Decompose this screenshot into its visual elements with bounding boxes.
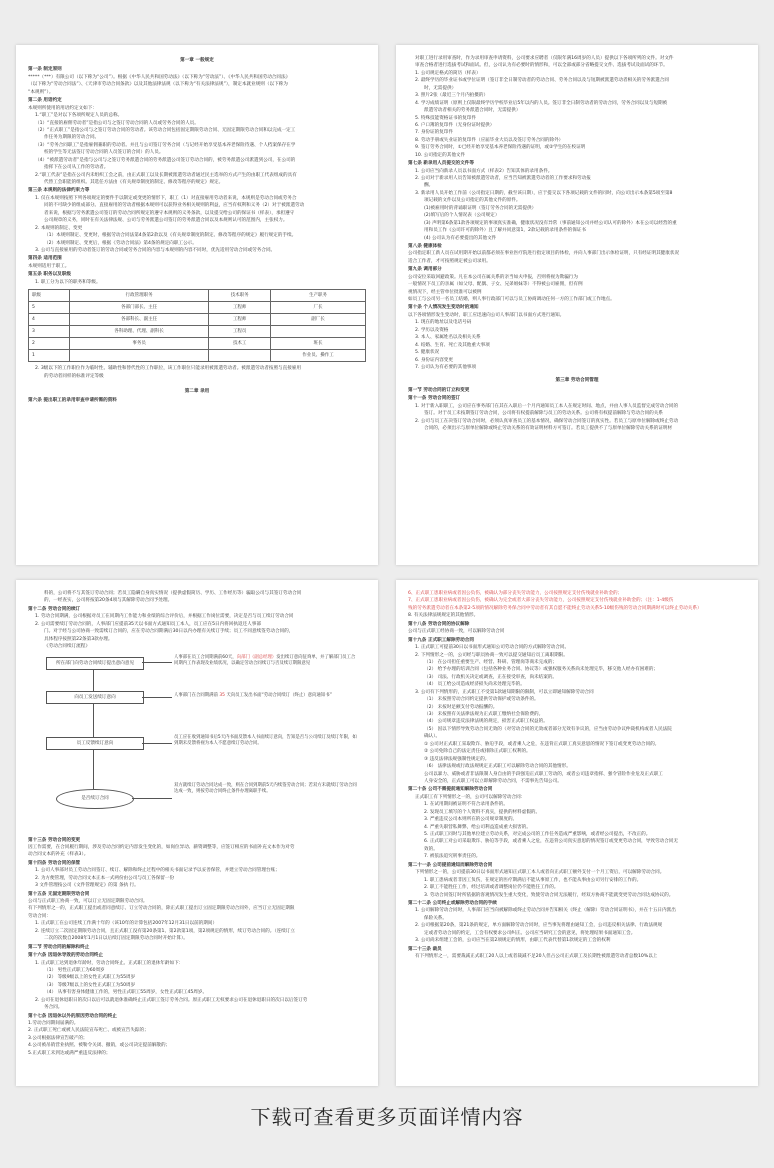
chapter-title: 第一章 一般规定	[180, 58, 214, 63]
section-heading: 第二十一条 公司提前通知而解除劳动合同	[408, 862, 493, 868]
paragraph-line: 公司与正式职工协商一致，可以订立无固定期限劳动合同。	[28, 899, 148, 904]
paragraph-line: 5. 正式职工同时与其他单位建立劳动关系，对完成公司的工作任务造成严重影响，或者经公司提出，不改正的。	[424, 832, 651, 837]
paragraph-line: 门。对于经与公司协商一致需续订合同的，应在劳动合同期满后30日以内办理有关续订手续；员工不同意续签劳动合同的，	[44, 629, 294, 635]
paragraph-line: 正式职工有下列情形之一的，公司可以解除劳动合同：	[415, 794, 526, 800]
paragraph-line: 1. 仅在本规则按照下列各项规定的要件手以制定或变更的情形下，职工（1）对直接雇用劳动者来说，本规则是劳动合同或劳务合	[35, 195, 297, 201]
section-heading: 第十七条 因退休以外的原因劳动合同的终止	[28, 1013, 117, 1019]
table-cell: 3	[29, 326, 70, 338]
page-text-block	[28, 837, 366, 1058]
paragraph-line: 3. 本人、家属姓名以及相关关系	[415, 335, 481, 341]
paragraph-line: （1）“直接的雇佣劳动者”是指公司与之签订劳动合同的人员或劳务合同的人员。	[35, 120, 199, 126]
section-heading: 第二十三条 裁员	[408, 946, 442, 952]
paragraph-line: （3） 等级7级以上的女性正式职工为50周岁	[44, 982, 136, 988]
table-row	[29, 338, 366, 350]
section-heading: 第三条 本规则的法律约束力等	[28, 188, 90, 194]
paragraph-line: 签订。对于员工未按期签订劳动合同，公司将有权提前解除与员工的劳动关系。公司将有权提前解除与劳动合同的关系	[424, 411, 663, 417]
paragraph-line: 公司指定职工新人员在试用期开始以前都必须在事业医疗院进行指定项目的体检，并向人事部门出示体检证明，只有经证明其健康状况	[408, 251, 680, 257]
flow-arrow	[93, 749, 94, 789]
table-cell: 技术职务	[209, 290, 271, 302]
paragraph-line: “本规则”）。	[28, 89, 54, 95]
table-cell: 事务员	[70, 338, 209, 350]
section-heading: 第十四条 劳动合同的保管	[28, 860, 81, 866]
paragraph-line: 1. 对于新入职职工，公司应在事务部门在其在入职后一个月内通知员工本人在规定时间、地点，并由人事人员监督完成劳动合同的	[415, 403, 679, 409]
paragraph-line: 1.“职工”是对以下各项所规定人员的总称。	[35, 113, 123, 119]
paragraph-line: 作任务为期限的劳动合同。	[44, 135, 100, 141]
paragraph-line: （4） 公司规章违反法律法规的规定，损害正式职工权益的。	[424, 719, 548, 725]
flow-connector	[142, 697, 172, 698]
table-row	[29, 302, 366, 314]
paragraph-line: 本规则所使用的用语约定文如下：	[28, 105, 97, 111]
paragraph-line: 时，无需提供）	[424, 85, 457, 91]
paragraph-line: 的劳动者同样的标准评定等级	[44, 373, 104, 379]
highlighted-line: 残的劳务派遣劳动者在本条第2-5项的情况解除劳务保合同中劳动者有其自愿不能终止劳动关系5-10级伤残的劳动合同期满时可以终止劳动关系）	[408, 605, 702, 611]
paragraph-line: （1）本规则制定、变更时，根据劳动合同法第4条第2款以及《有关规章制度的制定、修改等程序的规定》履行规定的手续。	[44, 233, 297, 239]
table-row	[29, 314, 366, 326]
section-heading: 第十五条 无固定期限劳动合同	[28, 891, 90, 897]
job-grade-table	[28, 289, 366, 362]
paragraph-line: 代替工会职能的组织。其选任方法由《有关规章制度的制定、修改等程序的规定》规定。	[44, 180, 224, 185]
paragraph-line: 2. 本规则的制定、变更	[35, 225, 83, 231]
paragraph-line: 2. 3级以下的工作职位作为临时性、辅助性和替代性的工作职位，该工作职位只能录用被派遣劳动者。被派遣劳动者按照与直接雇用	[35, 366, 302, 372]
paragraph-line: 有下列情形之一的，正式职工提出或者同意续订、订立劳动合同的，除正式职工提出订立固定期限劳动合同外，应当订立无固定期限	[28, 906, 295, 912]
paragraph-line: 公司与正式职工经协商一致，可以解除劳动合同	[408, 629, 505, 635]
paragraph-line: 1. 劳动合同期满，公司根据对员工在同期内工作能力和业绩的综合评价后，并根据工作岗位需要，决定是否与员工续订劳动合同	[35, 614, 294, 620]
paragraph-line: 9. 签订劳务合同时，①已经开始享受基本养老保险待遇的证明，或②学生的在校证明	[415, 145, 586, 151]
paragraph-line: 2. 下列情形之一的，公司经与职员协商一致可以提交通知后员工离职期限。	[415, 652, 568, 658]
table-cell: 副厂长	[271, 314, 366, 326]
section-heading: 第六条 提出职工的录用审查申请所需的资料	[28, 398, 117, 404]
contract-renewal-flowchart	[28, 653, 366, 835]
paragraph-line: (3) 声明第6条第1款各项规定的事项真实准确，健康状况没有异常（事前通知公司并经公司认可的除外）本在公司以经营的重	[424, 220, 677, 226]
paragraph-line: （2）“正式职工”是指公司与之签订劳动合同的劳动者。该劳动合同包括固定期限劳动合同、无固定期限劳动合同和以完成一定工	[35, 127, 296, 133]
paragraph-line: 二次的次数自2008年1月1日以后续订固定期限劳动合同时开始计算）。	[44, 936, 188, 942]
paragraph-line: 8. 有关法律法规规定的其他情形。	[408, 613, 479, 619]
paragraph-line: （3）“劳务合同职工”是指雇佣兼职的劳动者。并且与公司签订劳务合同（与记经开始享受基本养老保险待遇、个人档案保存在学	[35, 142, 296, 148]
paragraph-line: 1. 公司规定格式的简历（样表）	[415, 70, 481, 76]
table-cell	[271, 326, 366, 338]
paragraph-line: 2. 发现员工填写的个人资料不真实，提供的材料虚假的。	[424, 809, 541, 815]
paragraph-line: （1） 未按照劳动合同约定提供劳动保护或劳动条件的。	[424, 697, 539, 703]
section-heading: 第五条 职务以及职级	[28, 272, 71, 278]
paragraph-line: 1. 公司人事部对员工劳动合同签订、续订、解除和终止过程中的相关书面记录予以妥善保管，并建立劳动合同管理台账；	[35, 868, 280, 874]
document-page-2	[396, 45, 758, 565]
flow-step-department: 所在部门向劳动合同续订提出意向意见	[46, 657, 144, 670]
paragraph-line: 2.“职工代表”是指在公司内未组织工会之前，由正式职工以及长期被派遣劳动者通过民主选举的方式产生的由职工代表组成的具有	[35, 172, 297, 178]
section-heading: 第十八条 劳动合同的协议解除	[408, 621, 470, 627]
paragraph-line: 动合同文本的补充（样表3）。	[28, 852, 89, 858]
paragraph-line: 5. 特殊技能资格证书的复印件	[415, 115, 476, 121]
paragraph-line: 6. 户口簿的复印件（无身份证时提供）	[415, 122, 495, 128]
paragraph-line: 7. 公司认为有必要的其他事项	[415, 364, 476, 370]
paragraph-line: 同的不可缺少的组成部分。直接雇用的劳动者根据本规则可以获得业务相关规则的利益，应当有权利和义务（2）对于被派遣劳动	[44, 203, 305, 209]
chapter-title: 第三章 劳动合同管理	[555, 378, 599, 384]
paragraph-line: 2. 职工不能胜任工作，经过培训或者调整岗位仍不能胜任工作的。	[424, 885, 559, 891]
paragraph-line: 4. 严重失职营私舞弊，给公司利益造成重大损害的。	[424, 824, 531, 830]
page-text-block	[408, 387, 746, 433]
flow-note-step4: 双方就续订劳动合同达成一致，则在合同到期前5天内续签劳动合同；若双方未就续订劳动合同达成一致，则按劳动合同终止条件办理离职手续。	[174, 782, 357, 795]
table-cell: 技术工	[209, 338, 271, 350]
paragraph-line: 《劳动合同续订流程》	[44, 644, 90, 650]
chapter-title: 第二章 录用	[184, 389, 210, 394]
paragraph-line: (1)被雇用时的背诵职证明（签订劳务合同的无需提供）	[424, 205, 537, 211]
page-text-block	[28, 66, 366, 286]
section-heading: 第十六条 因退休导致的劳动合同终止	[28, 953, 104, 959]
paragraph-line: 4. 结婚、生育、死亡及其他重大事项	[415, 342, 490, 348]
paragraph-line: 下列情形之一的，公司提前30日以书面形式通知正式职工本人或者向正式职工额外支付一个月工资后，可以解除劳动合同。	[415, 870, 665, 876]
paragraph-line: 3. 公司有下列情形的，正式职工不受第1款通知期限的限制，可以立即通知解除劳动合同	[415, 689, 594, 695]
document-page-3	[16, 580, 378, 1086]
paragraph-line: 3.公司根据法律宣告破产的；	[28, 1035, 88, 1041]
paragraph-line: 5. 健康状况	[415, 350, 440, 356]
flow-connector	[132, 798, 172, 799]
paragraph-line: 1. 职工患病或者非因工负伤，在规定的医疗期满后不能从事原工作，也不能从事由公司另行安排的工作的。	[424, 877, 642, 883]
flow-note-step2: 人事部门在合同期满前 35 天向员工发出书面“劳动合同续订（终止）意向通知书”	[174, 692, 332, 698]
paragraph-line: 2. 公司对于新录用人员告知被派遣劳动者，应当告知被派遣劳动者的工作要求和劳动报	[415, 176, 591, 181]
paragraph-line: *****（***）有限公司（以下称为“公司”）。根据《中华人民共和国劳动法》（以下称为“劳动法”）、《中华人民共和国劳动合同法》	[28, 74, 291, 80]
table-cell: 5	[29, 302, 70, 314]
section-heading: 第一节 劳动合同的订立和变更	[408, 387, 470, 393]
paragraph-line: 2. 正式职工死亡或被人民法院宣布死亡、或被宣告失踪的；	[28, 1028, 149, 1034]
paragraph-line: 3. 劳动合同签订时所依据的客观情况发生重大变化，致使劳动合同无法履行，经双方协商不能就变更劳动合同达成协议的。	[424, 892, 674, 898]
flow-connector	[142, 662, 172, 663]
section-heading: 第九条 调用部分	[408, 267, 442, 273]
paragraph-line: ② 公司免除自己的法定责任或排除正式职工权利的。	[424, 749, 531, 755]
document-page-1	[16, 45, 378, 565]
paragraph-line: 劳动合同：	[28, 913, 51, 919]
paragraph-line: 料的，公司将不与其签订劳动合同；若员工隐瞒自身真实情况（提供虚假简历、学历、工作经历等）骗取公司与其签订劳动合同	[44, 591, 302, 596]
table-row	[29, 290, 366, 302]
page-text-block	[28, 365, 366, 380]
table-cell: 各部门部长、主任	[70, 302, 209, 314]
highlighted-line: 6、正式职工患职业病或者因公负伤，被确认为部分丧失劳动能力，公司按照规定支付伤残就业补助金的；	[408, 591, 623, 596]
paragraph-line: （3） 未按照有关法律法规为正式职工缴纳社会保险费的。	[424, 712, 544, 717]
paragraph-line: 4. 学习成绩证明（原则上仅限最终学历学校毕业后5年以内的人员。签订非全日制劳动者的劳动合同，劳务合同以及与短期被	[415, 100, 668, 106]
paragraph-line: 4.公司被吊销营业执照、被勒令关闭、撤销，或公司决定提前解散的；	[28, 1043, 171, 1049]
table-cell: 各科助理、代理、副科长	[70, 326, 209, 338]
table-cell: 工程师	[209, 302, 271, 314]
document-page-4	[396, 580, 758, 1086]
paragraph-line: 确认）。	[424, 734, 441, 740]
paragraph-line: 3. 新录用人员开始工作前（公司指定日期的，截至该日期），应于提交以下各项记载的文件的同时，向公司出示本条第5项至第8	[415, 190, 673, 196]
paragraph-line: 2. 公司需要续订劳动合同的，人事部门应提前35天以书面方式通知员工本人，员工应在5日内将回执返还人事部	[35, 621, 261, 627]
paragraph-line: 10. 公司指定的其他文件	[415, 152, 466, 158]
section-heading: 第八条 健康体检	[408, 243, 442, 249]
paragraph-line: 公司安位采取回避政策。凡在本公司在属关系的亲当如夫申报，否则将视为欺骗行为	[408, 274, 578, 280]
section-heading: 第二条 用语约定	[28, 98, 62, 104]
paragraph-line: 2. 学历以及资格	[415, 327, 449, 333]
table-row	[29, 350, 366, 362]
paragraph-line: (4) 公司认为有必要提出的其他文件	[424, 235, 497, 241]
paragraph-line: (2)填写后的个人情况表（公司规定）	[424, 213, 500, 219]
paragraph-line: 2. 公司与员工在决签订劳动合同时，必须认真审查员工的基本情况，确保劳动合同签订的真实性。若员工与原单位解除或终止劳动	[415, 418, 679, 424]
download-prompt: 下载可查看更多页面详情内容	[250, 1105, 524, 1129]
paragraph-line: 3. 公司尚未组建工会的，公司应当在第2项规定的情形，由职工代表代替第1款规定的工会的权利	[415, 938, 611, 944]
paragraph-line: （3） 司法、行政机关决定或调查，正在接受审查，尚未结案的。	[424, 674, 558, 680]
paragraph-line: 1.劳动合同期间届满的。	[28, 1021, 79, 1026]
paragraph-line: 校的学生等无法签订劳动合同的人员签订的合同）的人员。	[44, 150, 164, 156]
page-text-block	[28, 590, 366, 651]
section-heading: 第二十二条 公司终止或解除劳动合同的手续	[408, 900, 497, 906]
table-cell: 生产职务	[271, 290, 366, 302]
paragraph-line: （以下称为“劳动合同法”）、《天津市劳动合同条款》以及其他法律法规（以下称为“有关法律法规”），制定本就业规则（以下称为	[28, 82, 288, 88]
page-highlight-block	[408, 590, 746, 612]
paragraph-line: 审查合格者进行选拔考试和面试。但，公司认为有必要时的情形和，可以全部或部分省略提交文件、选拔考试及面试的环节。	[415, 63, 668, 69]
paragraph-line: 保险关系。	[424, 915, 447, 921]
section-heading: 第十三条 劳动合同的变更	[28, 837, 81, 843]
paragraph-line: 因工作需要，在合同履行期间，涉及劳动合同约定内容发生变化的，如岗位异动、薪资调整等，应签订相应的书面补充文本作为对劳	[28, 844, 295, 850]
paragraph-line: （5） 因以下情形导致劳动合同无效的（对劳动合同的无效或者部分无效有争议的，应当由劳动争议仲裁机构或者人民法院	[424, 726, 672, 732]
section-heading: 第一条 制定原则	[28, 67, 62, 73]
paragraph-line: 8. 劳动手册或失业证的复印件（应届毕业大员以及签订劳务合同的除外）	[415, 137, 564, 143]
table-cell	[70, 350, 209, 362]
paragraph-line: 2. 公司根据第20条，第21条的规定，单方面解除劳动合同时，应当事先将理由通知工会，公司违反相关法律、行政法规规	[415, 923, 663, 929]
paragraph-line: （4） 员工给公司造成经济损失尚未处理完毕的。	[424, 682, 525, 688]
flow-arrow	[93, 669, 94, 691]
paragraph-line: 3 文件管理按公司《文件管理规定》的第 条执 行。	[35, 883, 139, 889]
page-text-block	[408, 612, 746, 960]
section-heading: 第十条 个人情况发生变动时的通知	[408, 305, 479, 311]
table-cell: 工程师	[209, 314, 271, 326]
table-cell: 班长	[271, 338, 366, 350]
paragraph-line: 用和员工作《公司许可的除外）且了解并同意第1，2款记载的录用条件的保证书	[424, 228, 587, 234]
flow-decision: 是否续订合同	[56, 789, 134, 809]
page-text-block	[408, 55, 746, 371]
paragraph-line: 公司以暴力、威胁或者非法限制人身自由的手段强迫正式职工劳动的，或者公司违章指挥、强令冒险作业危及正式职工	[424, 771, 663, 777]
paragraph-line: 视情况下，经主管单位批准可以被例	[408, 289, 482, 295]
flow-arrow	[93, 703, 94, 737]
paragraph-line: 6. 正式职工对公司采取欺诈、胁迫等手段，或者乘人之危，在违背公司真实意思的情况签订或变更劳动合同，导致劳动合同无	[424, 839, 678, 845]
flow-connector	[142, 743, 172, 744]
paragraph-line: 1. 公司应当向新录人员以书面方式（样表2）告知其体的录用条件。	[415, 168, 553, 174]
table-cell: 作业员、操作工	[271, 350, 366, 362]
paragraph-line: 2. 公司在退休退职日的次日以后可以就退休准确终止正式职工签订劳务合同。原正式职工无权要求公司在退休退职日的次日以后签订劳	[35, 997, 308, 1003]
paragraph-line: （1） 在公司担任重要生产、经营、科研、管理岗等商未完成的；	[424, 659, 558, 665]
paragraph-line: 3. 照片2张（最近三个月内拍摄的）	[415, 93, 489, 99]
paragraph-line: 公司规章的义务，同时在有关法律法规、公司与劳务派遣公司签订的劳务派遣合同以及本规则认可的范围内，主张权力。	[44, 218, 288, 224]
paragraph-line: 7. 身份证的复印件	[415, 130, 454, 136]
paragraph-line: （2） 等级9级以上的女性正式职工为55周岁	[44, 975, 136, 981]
paragraph-line: 者来说，根据与劳务派遣公司签订的劳动合同所规定的遵守本规则的义务条款，以及提交给公司的保证书（样表），承担遵守	[44, 210, 295, 216]
table-cell: 行政管理职务	[70, 290, 209, 302]
page-text-block	[28, 397, 366, 404]
paragraph-line: 效的。	[424, 846, 438, 852]
paragraph-line: ③ 违反法律法规强制性规定的。	[424, 756, 490, 762]
paragraph-line: 1. 正式职工在公司连续工作满十年的（该10年的计算包括2007年12月31日以前的期间）	[35, 921, 218, 927]
section-heading: 第十二条 劳动合同的续订	[28, 606, 81, 612]
table-row	[29, 326, 366, 338]
paragraph-line: 酬。	[424, 183, 434, 189]
table-cell: 工程员	[209, 326, 271, 338]
table-cell	[209, 350, 271, 362]
section-heading: 第十九条 正式职工解除劳动合同	[408, 637, 474, 643]
section-heading: 第四条 适用范围	[28, 256, 62, 262]
flow-note-step3: 员工应在收到通知书后5天内书面反馈本人书面续订意向，告知是否与公司续订及续订年限，如到期未反馈将视为本人不愿意续订劳动合同。	[174, 734, 357, 747]
paragraph-line: 3. 公司与直接雇用的劳动者签订的劳动合同或劳务合同的内容与本规则的内容不同时，优先适用劳动合同或劳务合同。	[35, 247, 276, 253]
paragraph-line: （4） 从事有害身体健康工作的，男性正式职工55周岁，女性正式职工45周岁。	[44, 990, 208, 996]
paragraph-line: 有下列情形之一，需要裁减正式职工20人以上或者裁减不足20人但占公司正式职工及长期性被派遣劳动者总数10%以上	[415, 954, 658, 959]
paragraph-line: （4）“被派遣劳动者”是指与公司与之签订劳务派遣合同的劳务派遣公司签订劳动合同的，被劳务派遣公司派遣到公司，在公司的	[35, 157, 296, 163]
paragraph-line: 以下各项情形发生变动时，职工应迅速向公司人事部门以书面方式进行通知。	[408, 312, 565, 318]
paragraph-line: 指挥下在公司从工作的劳动者。	[44, 165, 109, 171]
flow-step-notify: 向员工发送续订意向	[46, 691, 144, 704]
paragraph-line: 对职工进行录用审查时，作为录用审查申请资料，公司要求应聘者（仅限年满16周岁的人员）提供以下各项所列的文件。对文件	[415, 56, 674, 61]
table-cell: 1	[29, 350, 70, 362]
paragraph-line: 3. 严重违反公司本则所在的公司规章制度的。	[424, 817, 518, 823]
paragraph-line: 2. 连续订立二次固定期限劳动合同，且正式职工没有第20条第1、第2款第1项，第2项规定的情形，续订劳动合同的。（连续订立	[35, 928, 295, 934]
paragraph-line: 项记载的文件以及公司指定的其他文件的原件。	[424, 198, 521, 204]
paragraph-line: （2） 未按时足额支付劳动报酬的。	[424, 704, 498, 710]
section-heading: 第二节 劳动合同的解除和终止	[28, 944, 90, 950]
paragraph-line: 1. 公司解除劳动合同时，人事部门应当向被解除或终止劳动合同并告知相关《终止（解除）劳动合同证明书》，并在十五日内派出	[415, 908, 676, 914]
section-heading: 第二十条 公司不需提前通知解除劳动合同	[408, 787, 493, 793]
table-cell: 厂长	[271, 302, 366, 314]
paragraph-line: 1. 职工分为以下的职务和等级。	[35, 279, 101, 285]
paragraph-line: 7. 被依法追究刑事责任的。	[424, 854, 481, 860]
flow-note-step1: 人事部在员工合同期满前60天，向部门（副总经理）发出续订意向征询单，并了解部门员工合同期内工作表现及业绩状况，以确定劳动合同续订与否及续订期限意见	[174, 654, 356, 667]
paragraph-line: 人身安全的，正式职工可以立即解除劳动合同，不需事先告知公司。	[424, 778, 562, 784]
table-cell: 4	[29, 314, 70, 326]
paragraph-line: 适合工作者，才可按照规定被公司录用。	[408, 258, 491, 264]
paragraph-line: 合同的，必须出示与原单位解除或终止劳动关系的有效证明材料方可签订。若员工提供不了与原单位解除劳动关系的证明材	[424, 426, 673, 431]
flow-step-feedback: 员工反馈续订意向	[46, 737, 144, 750]
paragraph-line: 一般情况下员工的亲属（如父母、配偶、子女、兄弟姐妹等）不得被公司雇佣，但有例	[408, 282, 583, 288]
paragraph-line: （1） 男性正式职工为60周岁	[44, 967, 105, 973]
paragraph-line: 2. 最终学历的毕业证书或学位证明（签订非全日制劳动者的劳动合同、劳务合同以及与短期被派遣劳动者相关的劳务派遣合同	[415, 78, 669, 84]
paragraph-line: （2）本规则制定、变更后，根据《劳动合同法》第4条的规定向职工公示。	[44, 240, 197, 246]
table-cell: 2	[29, 338, 70, 350]
paragraph-line: ① 公司对正式职工采取欺诈、胁迫手段，或者乘人之危，在违背正式职工真实意思的情况下签订或变更劳动合同的。	[424, 741, 660, 747]
paragraph-line: 定或者劳动合同的约定，工会有权要求公司纠正。公司应当研究工会的意见，将处理结果书面通知工会。	[424, 930, 636, 936]
highlighted-line: 7、正式职工患职业病或者因公负伤，被确认为完全或者大部分丧失劳动能力，公司按照规定支付伤残就业补助金的；（注：1-4级伤	[408, 598, 674, 604]
paragraph-line: 1. 在试用期间被证明不符合录用条件的。	[424, 802, 508, 808]
paragraph-line: （6） 法律法规或行政法规规定正式职工可以解除劳动合同的其他情形。	[424, 764, 571, 770]
table-cell: 职级	[29, 290, 70, 302]
paragraph-line: 的，一经查实，公司将按第20条4项与其解除劳动合同予处理。	[44, 598, 173, 604]
paragraph-line: 5.正式职工未到达或满严重违反法律的；	[28, 1050, 111, 1056]
paragraph-line: 派遣劳动者相关的劳务派遣合同时，无需提供）	[424, 108, 521, 114]
paragraph-line: 本规则适用于职工。	[28, 263, 70, 269]
paragraph-line: 1. 现在的地址以及电话号码	[415, 320, 472, 326]
paragraph-line: 如员工与公司另一名员工结婚，则人事行政部门可以与员工协商调动任何一方的工作部门或工作地点。	[408, 297, 615, 302]
paragraph-line: 具体程序按照第22条第3款办理。	[44, 636, 113, 642]
section-heading: 第十一条 劳动合同的签订	[408, 396, 461, 402]
paragraph-line: 6. 身份证内容变更	[415, 357, 454, 363]
paragraph-line: 1. 正式职工达到退休年龄时，劳动合同终止。正式职工的退休年龄如下：	[35, 960, 184, 966]
paragraph-line: 1. 正式职工可提前30日以书面形式通知公司劳动合同的方式解除劳动合同。	[415, 645, 570, 651]
table-cell: 各部科长、副主任	[70, 314, 209, 326]
paragraph-line: 务合同。	[44, 1005, 63, 1011]
section-heading: 第七条 新录用人员提交的文件等	[408, 161, 474, 167]
paragraph-line: （2） 给予办理的培训合同（包括各种业务合同、协议等）或强权服务关系尚未处理完毕，移交他人经办有困难的；	[424, 667, 659, 673]
paragraph-line: 2. 为方便管理，劳动合同文本正本一式两份由公司与员工各保留一份	[35, 875, 175, 881]
